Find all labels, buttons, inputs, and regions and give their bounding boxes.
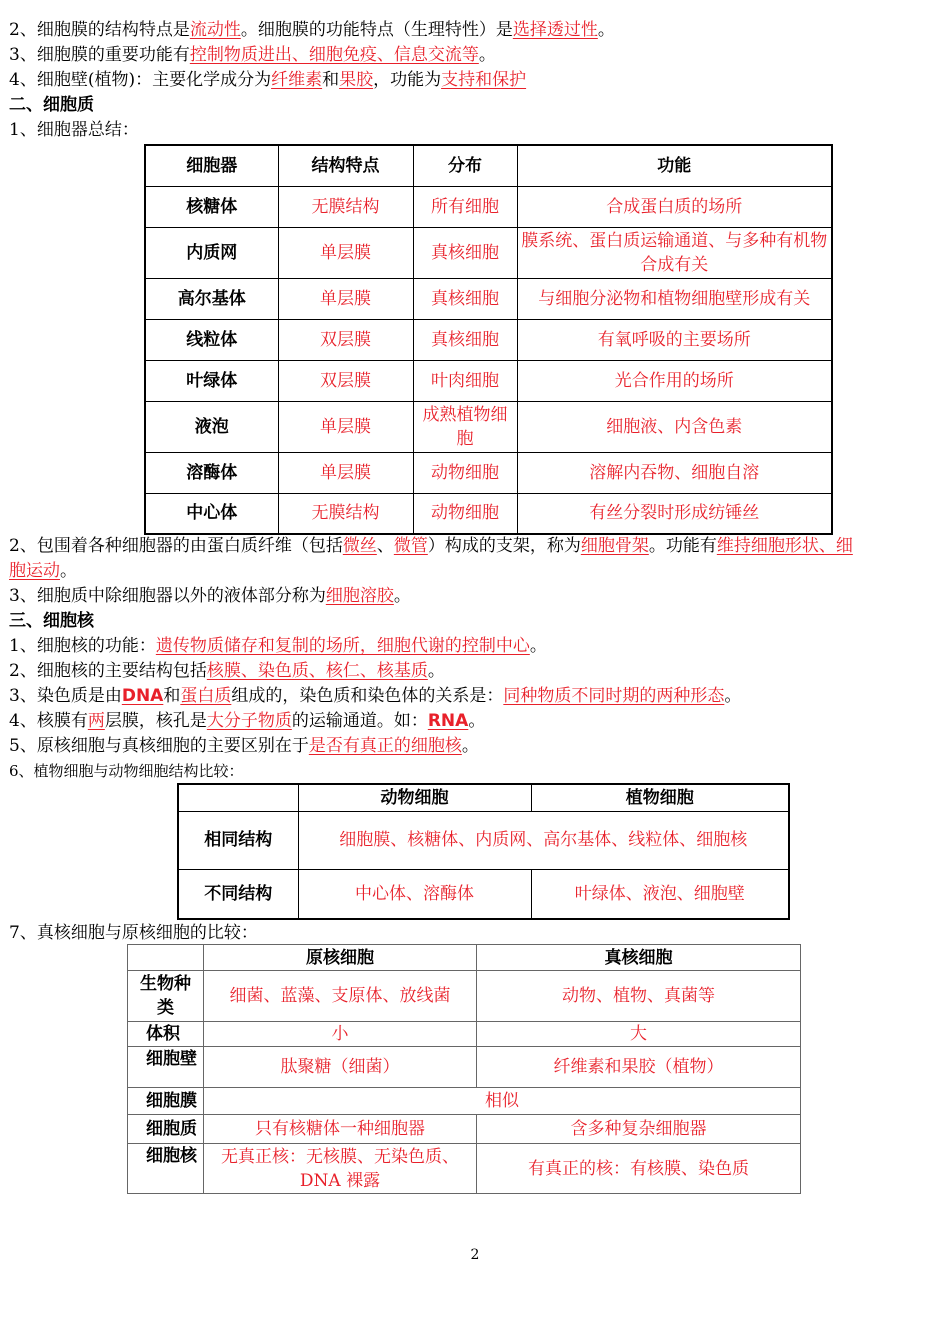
question-organelle-summary: 1、细胞器总结： — [9, 120, 139, 140]
table-header-row: 细胞器 结构特点 分布 功能 — [145, 145, 832, 186]
question-cytoskeleton: 2、包围着各种细胞器的由蛋白质纤维（包括微丝、微管）构成的支架，称为细胞骨架。功能有维持细胞形状、细 — [9, 536, 853, 556]
organelle-table — [144, 144, 833, 535]
table-row: 液泡 单层膜 成熟植物细胞 细胞液、内含色素 — [145, 401, 832, 452]
question-cytosol: 3、细胞质中除细胞器以外的液体部分称为细胞溶胶。 — [9, 586, 411, 606]
table-row: 线粒体 双层膜 真核细胞 有氧呼吸的主要场所 — [145, 319, 832, 360]
answer-selective-permeability: 选择透过性 — [512, 20, 598, 40]
table-header-row: 动物细胞 植物细胞 — [178, 784, 789, 811]
answer-pectin: 果胶 — [339, 70, 374, 90]
table-row: 体积 小 大 — [128, 1022, 801, 1047]
table-row: 细胞壁 肽聚糖（细菌） 纤维素和果胶（植物） — [128, 1047, 801, 1088]
question-cytoskeleton-cont: 胞运动。 — [9, 561, 77, 581]
table-header-row: 原核细胞 真核细胞 — [128, 945, 801, 971]
text-line-membrane-structure: 2、细胞膜的结构特点是流动性。细胞膜的功能特点（生理特性）是选择透过性。 — [9, 20, 615, 40]
answer-fluidity: 流动性 — [189, 20, 241, 40]
question-nucleus-structure: 2、细胞核的主要结构包括核膜、染色质、核仁、核基质。 — [9, 661, 445, 681]
question-nuclear-membrane: 4、核膜有两层膜，核孔是大分子物质的运输通道。如：RNA。 — [9, 711, 486, 731]
plant-animal-table — [177, 783, 790, 920]
question-nucleus-function: 1、细胞核的功能：遗传物质储存和复制的场所，细胞代谢的控制中心。 — [9, 636, 547, 656]
answer-cellulose: 纤维素 — [271, 70, 323, 90]
table-row: 细胞质 只有核糖体一种细胞器 含多种复杂细胞器 — [128, 1115, 801, 1144]
table-row: 细胞核 无真正核：无核膜、无染色质、DNA 裸露 有真正的核：有核膜、染色质 — [128, 1144, 801, 1194]
question-plant-animal-compare: 6、植物细胞与动物细胞结构比较： — [9, 762, 244, 780]
eukaryote-prokaryote-table — [127, 944, 801, 1194]
table-row: 溶酶体 单层膜 动物细胞 溶解内吞物、细胞自溶 — [145, 452, 832, 493]
table-row: 内质网 单层膜 真核细胞 膜系统、蛋白质运输通道、与多种有机物合成有关 — [145, 227, 832, 278]
text-line-cell-wall: 4、细胞壁(植物)：主要化学成分为纤维素和果胶，功能为支持和保护 — [9, 70, 527, 90]
page-number: 2 — [470, 1247, 480, 1263]
text-line-membrane-function: 3、细胞膜的重要功能有控制物质进出、细胞免疫、信息交流等。 — [9, 45, 496, 65]
table-row: 中心体 无膜结构 动物细胞 有丝分裂时形成纺锤丝 — [145, 493, 832, 534]
table-row: 细胞膜 相似 — [128, 1088, 801, 1115]
table-row: 相同结构 细胞膜、核糖体、内质网、高尔基体、线粒体、细胞核 — [178, 811, 789, 869]
question-chromatin: 3、染色质是由DNA和蛋白质组成的，染色质和染色体的关系是：同种物质不同时期的两种形态。 — [9, 686, 742, 706]
table-row: 核糖体 无膜结构 所有细胞 合成蛋白质的场所 — [145, 186, 832, 227]
table-row: 不同结构 中心体、溶酶体 叶绿体、液泡、细胞壁 — [178, 869, 789, 919]
section-heading-cytoplasm: 二、细胞质 — [9, 95, 94, 115]
question-eukaryote-prokaryote: 7、真核细胞与原核细胞的比较： — [9, 923, 258, 943]
table-row: 生物种类 细菌、蓝藻、支原体、放线菌 动物、植物、真菌等 — [128, 971, 801, 1022]
question-prokaryote-difference: 5、原核细胞与真核细胞的主要区别在于是否有真正的细胞核。 — [9, 736, 479, 756]
section-heading-nucleus: 三、细胞核 — [9, 611, 94, 631]
table-row: 叶绿体 双层膜 叶肉细胞 光合作用的场所 — [145, 360, 832, 401]
answer-support-protect: 支持和保护 — [441, 70, 527, 90]
answer-membrane-functions: 控制物质进出、细胞免疫、信息交流等 — [189, 45, 479, 65]
table-row: 高尔基体 单层膜 真核细胞 与细胞分泌物和植物细胞壁形成有关 — [145, 278, 832, 319]
